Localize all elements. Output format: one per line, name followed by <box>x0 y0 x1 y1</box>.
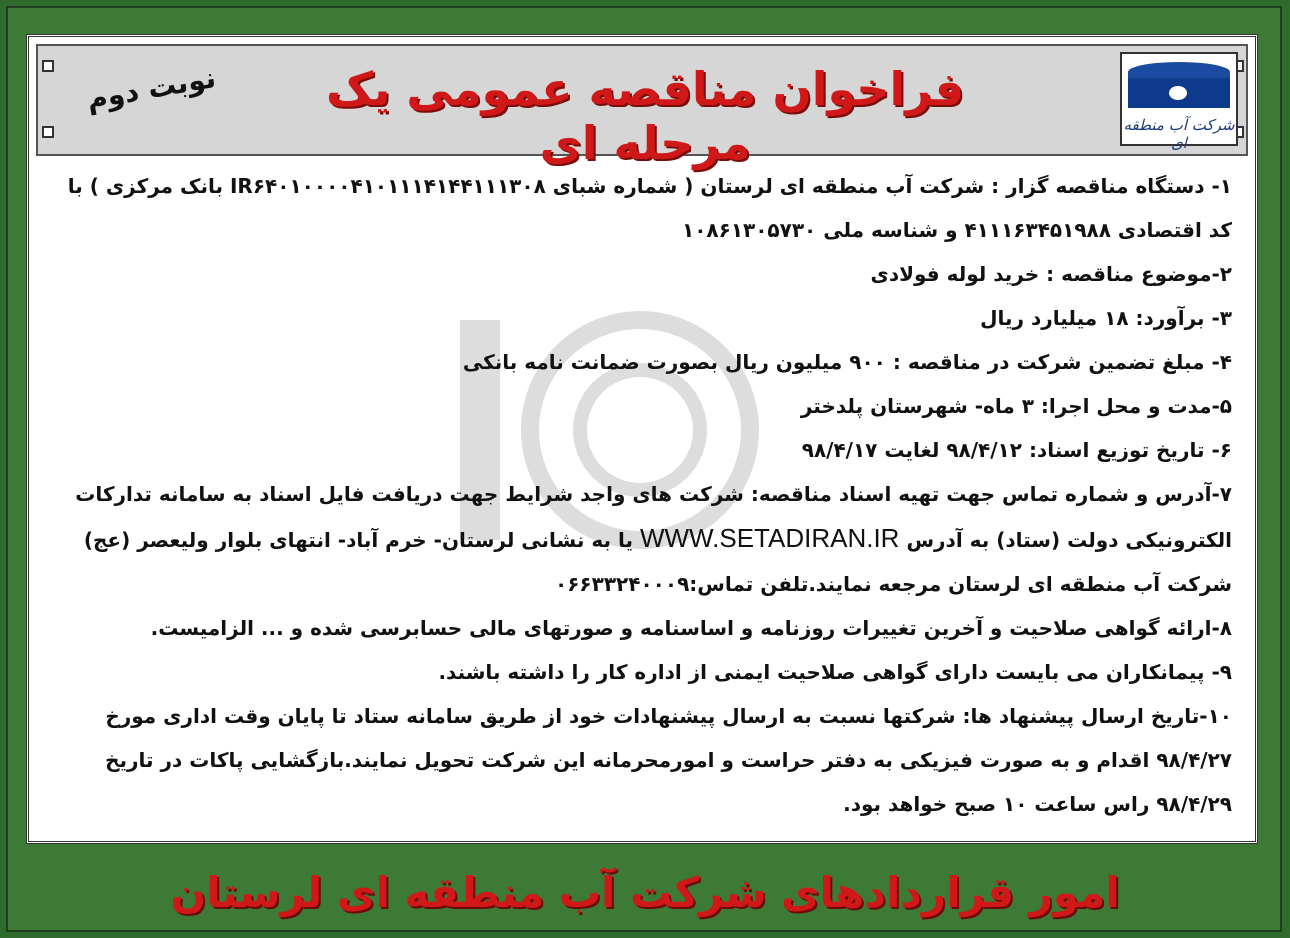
notice-item-10: ۱۰-تاریخ ارسال پیشنهاد ها: شرکتها نسبت به ارسال پیشنهادات خود از طریق سامانه ستاد تا پایان وقت اداری مورخ ۹۸/۴/۲۷ اقدام و به صورت فیزیکی به دفتر حراست و امورمحرمانه این شرکت تحویل نمایند.بازگشایی پاکات در تاریخ ۹۸/۴/۲۹ راس ساعت ۱۰ صبح خواهد بود. <box>105 704 1232 816</box>
corner-ornament <box>42 60 54 72</box>
notice-item-2: ۲-موضوع مناقصه : خرید لوله فولادی <box>870 262 1232 286</box>
notice-item-4: ۴- مبلغ تضمین شرکت در مناقصه : ۹۰۰ میلیون ریال بصورت ضمانت نامه بانکی <box>462 350 1232 374</box>
footer-title: امور قراردادهای شرکت آب منطقه ای لرستان <box>170 868 1120 917</box>
notice-item-3: ۳- برآورد: ۱۸ میلیارد ریال <box>980 306 1232 330</box>
notice-item-9: ۹- پیمانکاران می بایست دارای گواهی صلاحیت ایمنی از اداره کار را داشته باشند. <box>438 660 1232 684</box>
notice-item-6: ۶- تاریخ توزیع اسناد: ۹۸/۴/۱۲ لغایت ۹۸/۴/۱۷ <box>801 438 1232 462</box>
notice-item-8: ۸-ارائه گواهی صلاحیت و آخرین تغییرات روزنامه و اساسنامه و صورتهای مالی حسابرسی شده و ... الزامیست. <box>150 616 1232 640</box>
logo-text: شرکت آب منطقه ای <box>1123 116 1235 152</box>
corner-ornament <box>42 126 54 138</box>
setadiran-link[interactable]: WWW.SETADIRAN.IR <box>639 523 900 553</box>
page-title: فراخوان مناقصه عمومی یک مرحله ای <box>326 62 964 170</box>
water-wave-logo-icon <box>1120 52 1238 152</box>
notice-item-7: ۷-آدرس و شماره تماس جهت تهیه اسناد مناقصه: شرکت های واجد شرایط جهت دریافت فایل اسناد به سامانه تدارکات الکترونیکی دولت (ستاد) به آدرس WWW.SETADIRAN.IR یا به نشانی لرستان- خرم آباد- انتهای بلوار ولیعصر (عج) شرکت آب منطقه ای لرستان مرجعه نمایند.تلفن تماس:۰۶۶۳۳۲۴۰۰۰۹ <box>75 482 1232 596</box>
notice-item-5: ۵-مدت و محل اجرا: ۳ ماه- شهرستان پلدختر <box>800 394 1232 418</box>
notice-body <box>44 164 1232 844</box>
notice-item-1: ۱- دستگاه مناقصه گزار : شرکت آب منطقه ای لرستان ( شماره شبای IR۶۴۰۱۰۰۰۰۴۱۰۱۱۱۴۱۴۴۱۱۱۳۰۸ بانک مرکزی ) با کد اقتصادی ۴۱۱۱۶۳۴۵۱۹۸۸ و شناسه ملی ۱۰۸۶۱۳۰۵۷۳۰ <box>67 174 1232 242</box>
round-label: نوبت دوم <box>84 60 219 117</box>
